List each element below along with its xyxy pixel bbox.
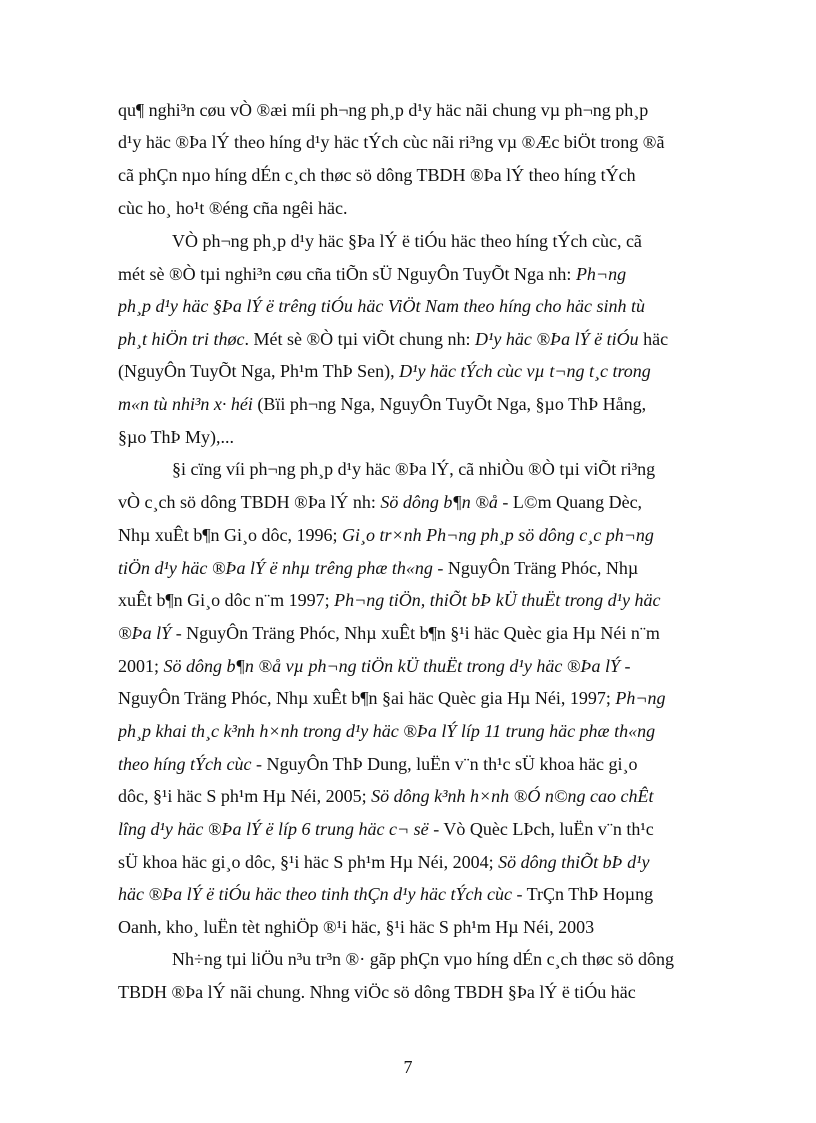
text-segment: d¹y häc ®Þa lÝ theo híng d¹y häc tÝch cùc nãi ri³ng vµ ®Æc biÖt trong ®ã <box>118 132 665 152</box>
text-segment: - L©m Quang Dèc, <box>497 492 643 512</box>
text-segment: Nh÷ng tµi liÖu n³u tr³n ®· gãp phÇn vµo híng dÉn c¸ch thøc sö dông <box>172 949 675 969</box>
text-line <box>118 817 718 841</box>
italic-text: ph¸t hiÖn tri thøc <box>118 329 245 349</box>
text-segment: qu¶ nghi³n cøu vÒ ®æi míi ph¬ng ph¸p d¹y häc nãi chung vµ ph¬ng ph¸p <box>118 100 649 120</box>
text-line <box>118 719 718 743</box>
text-segment: VÒ ph¬ng ph¸p d¹y häc §Þa lÝ ë tiÓu häc theo híng tÝch cùc, cã <box>172 231 642 251</box>
italic-text: Ph¬ng tiÖn, thiÕt bÞ kÜ thuËt trong d¹y häc <box>334 590 661 610</box>
text-segment: cã phÇn nµo híng dÉn c¸ch thøc sö dông TBDH ®Þa lÝ theo híng tÝch <box>118 165 636 185</box>
italic-text: Ph¬ng <box>615 688 666 708</box>
text-segment: vÒ c¸ch sö dông TBDH ®Þa lÝ nh: <box>118 492 381 512</box>
text-segment: - NguyÔn ThÞ Dung, luËn v¨n th¹c sÜ khoa häc gi¸o <box>251 754 638 774</box>
italic-text: Sö dông thiÕt bÞ d¹y <box>498 852 650 872</box>
text-segment: cùc ho¸ ho¹t ®éng cña ngêi häc. <box>118 198 348 218</box>
italic-text: m«n tù nhi³n x· héi <box>118 394 253 414</box>
text-line <box>118 327 718 351</box>
text-segment: - Vò Quèc LÞch, luËn v¨n th¹c <box>428 819 654 839</box>
text-segment: xuÊt b¶n Gi¸o dôc n¨m 1997; <box>118 590 335 610</box>
text-line <box>118 523 718 547</box>
italic-text: theo híng tÝch cùc <box>118 754 252 774</box>
italic-text: Ph¬ng <box>575 264 627 284</box>
text-segment: mét sè ®Ò tµi nghi³n cøu cña tiÕn sÜ NguyÔn TuyÕt Nga nh: <box>118 264 576 284</box>
text-segment: NguyÔn Träng Phóc, Nhµ xuÊt b¶n §ai häc Quèc gia Hµ Néi, 1997; <box>118 688 616 708</box>
italic-text: D¹y häc tÝch cùc vµ t¬ng t¸c trong <box>399 361 651 381</box>
text-line <box>118 556 718 580</box>
italic-text: D¹y häc ®Þa lÝ ë tiÓu <box>475 329 639 349</box>
text-line <box>118 294 718 318</box>
text-line <box>118 654 718 678</box>
text-segment: Oanh, kho¸ luËn tèt nghiÖp ®¹i häc, §¹i häc S ph¹m Hµ Néi, 2003 <box>118 917 595 937</box>
text-segment: 2001; <box>118 656 164 676</box>
text-segment: - TrÇn ThÞ Hoµng <box>512 884 654 904</box>
text-line <box>172 947 718 971</box>
text-line <box>118 850 718 874</box>
text-line <box>118 915 718 939</box>
italic-text: häc ®Þa lÝ ë tiÓu häc theo tinh thÇn d¹y häc tÝch cùc <box>118 884 513 904</box>
text-segment: TBDH ®Þa lÝ nãi chung. Nhng viÖc sö dông TBDH §Þa lÝ ë tiÓu häc <box>118 982 636 1002</box>
italic-text: ®Þa lÝ <box>118 623 172 643</box>
text-line <box>118 130 718 154</box>
text-segment: (NguyÔn TuyÕt Nga, Ph¹m ThÞ Sen), <box>118 361 400 381</box>
text-segment: - NguyÔn Träng Phóc, Nhµ xuÊt b¶n §¹i häc Quèc gia Hµ Néi n¨m <box>171 623 660 643</box>
italic-text: tiÖn d¹y häc ®Þa lÝ ë nhµ trêng phæ th«ng <box>118 558 433 578</box>
text-line <box>118 262 718 286</box>
text-line <box>118 392 718 416</box>
text-line <box>118 686 718 710</box>
text-segment: §i cïng víi ph¬ng ph¸p d¹y häc ®Þa lÝ, cã nhiÒu ®Ò tµi viÕt ri³ng <box>172 459 656 479</box>
text-segment: häc <box>638 329 669 349</box>
text-segment: dôc, §¹i häc S ph¹m Hµ Néi, 2005; <box>118 786 372 806</box>
text-line <box>118 98 718 122</box>
text-line <box>118 490 718 514</box>
text-segment: Nhµ xuÊt b¶n Gi¸o dôc, 1996; <box>118 525 343 545</box>
text-segment: . Mét sè ®Ò tµi viÕt chung nh: <box>244 329 476 349</box>
text-line <box>118 882 718 906</box>
text-segment: sÜ khoa häc gi¸o dôc, §¹i häc S ph¹m Hµ Néi, 2004; <box>118 852 499 872</box>
italic-text: ph¸p d¹y häc §Þa lÝ ë trêng tiÓu häc ViÖt Nam theo híng cho häc sinh tù <box>118 296 645 316</box>
italic-text: Sö dông b¶n ®å vµ ph¬ng tiÖn kÜ thuËt trong d¹y häc ®Þa lÝ <box>163 656 620 676</box>
italic-text: ph¸p khai th¸c k³nh h×nh trong d¹y häc ®Þa lÝ líp 11 trung häc phæ th«ng <box>118 721 656 741</box>
text-segment: - <box>620 656 631 676</box>
text-line <box>118 980 718 1004</box>
text-line <box>118 359 718 383</box>
page-number: 7 <box>403 1057 413 1077</box>
text-line <box>118 621 718 645</box>
italic-text: lîng d¹y häc ®Þa lÝ ë líp 6 trung häc c¬ së <box>118 819 429 839</box>
italic-text: Sö dông k³nh h×nh ®Ó n©ng cao chÊt <box>371 786 654 806</box>
text-segment: §µo ThÞ My),... <box>118 427 235 447</box>
text-line <box>118 588 718 612</box>
text-segment: - NguyÔn Träng Phóc, Nhµ <box>432 558 639 578</box>
text-line <box>118 196 718 220</box>
text-line <box>172 229 718 253</box>
text-segment: (Bïi ph¬ng Nga, NguyÔn TuyÕt Nga, §µo ThÞ Hång, <box>252 394 647 414</box>
text-line <box>118 752 718 776</box>
text-line <box>118 784 718 808</box>
text-line <box>172 457 718 481</box>
italic-text: Gi¸o tr×nh Ph¬ng ph¸p sö dông c¸c ph¬ng <box>342 525 654 545</box>
text-line <box>118 163 718 187</box>
text-line <box>118 425 718 449</box>
italic-text: Sö dông b¶n ®å <box>380 492 498 512</box>
